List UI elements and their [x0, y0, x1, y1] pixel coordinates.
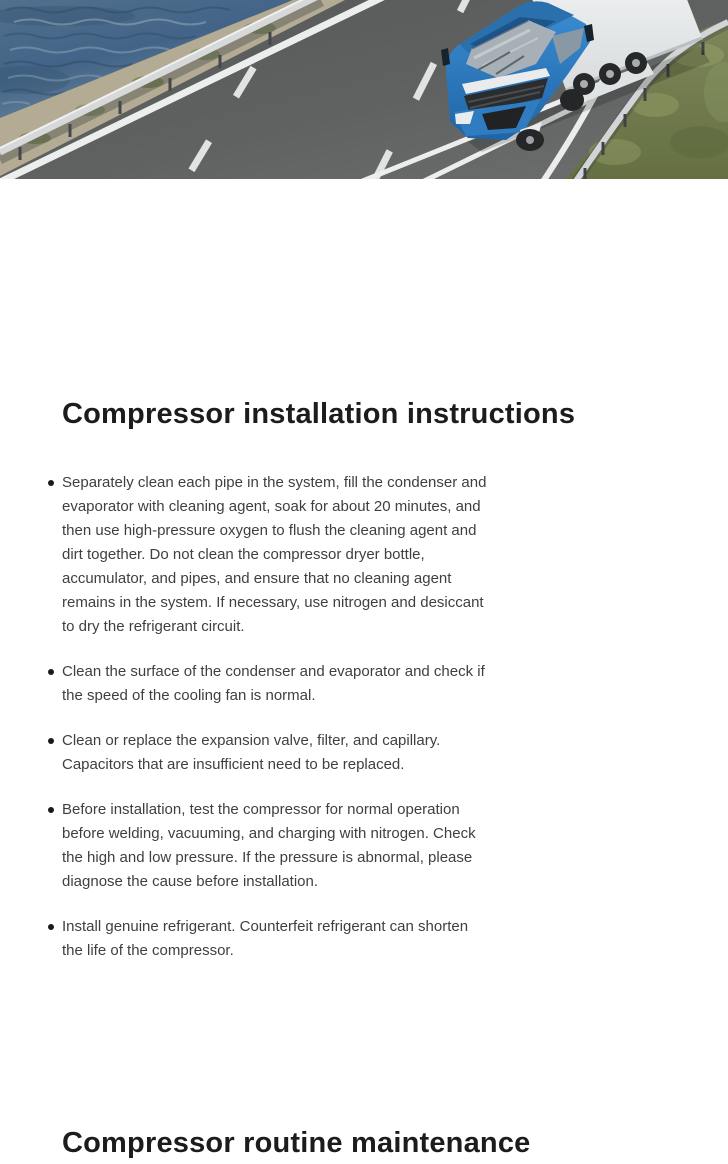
article-content — [0, 397, 728, 1160]
installation-instructions-title: Compressor installation instructions — [62, 398, 576, 430]
truck-highway-photo — [0, 0, 728, 179]
instruction-item: Before installation, test the compressor for normal operation before welding, vacuuming, and charging with nitrogen. Check the high and low pressure. If the pressure is abnormal, please diagnose the cause before installation. — [62, 798, 492, 894]
instruction-item: Clean the surface of the condenser and evaporator and check if the speed of the cooling fan is normal. — [62, 660, 492, 708]
instruction-item: Clean or replace the expansion valve, filter, and capillary. Capacitors that are insufficient need to be replaced. — [62, 729, 492, 777]
instruction-item: Install genuine refrigerant. Counterfeit refrigerant can shorten the life of the compressor. — [62, 915, 492, 963]
routine-maintenance-title: Compressor routine maintenance — [62, 1127, 531, 1159]
instruction-item: Separately clean each pipe in the system, fill the condenser and evaporator with cleaning agent, soak for about 20 minutes, and then use high-pressure oxygen to flush the cleaning agent and dirt together. Do not clean the compressor dryer bottle, accumulator, and pipes, and ensure that no cleaning agent remains in the system. If necessary, use nitrogen and desiccant to dry the refrigerant circuit. — [62, 471, 492, 639]
hero-image — [0, 0, 728, 179]
installation-instructions-list — [62, 471, 492, 963]
